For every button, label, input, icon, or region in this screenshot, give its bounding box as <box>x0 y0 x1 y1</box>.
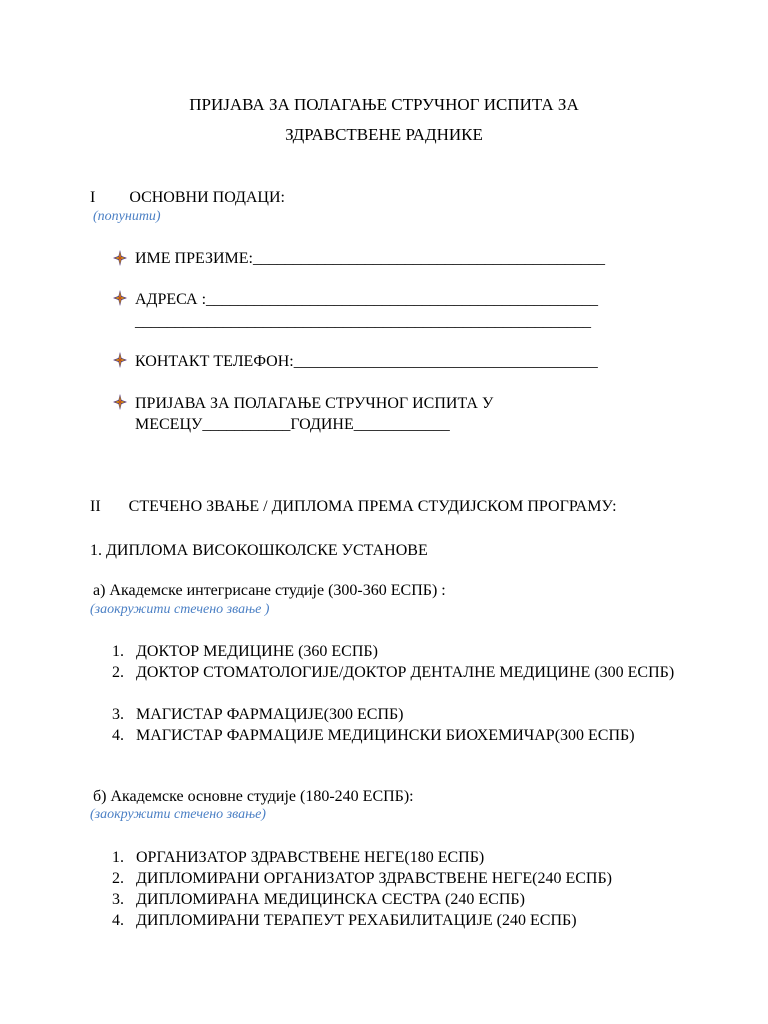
section-1-hint: (попунити) <box>93 209 161 224</box>
exam-month-year-field[interactable]: МЕСЕЦУ___________ГОДИНЕ____________ <box>135 416 450 433</box>
document-title <box>0 90 768 150</box>
name-field[interactable]: ИМЕ ПРЕЗИМЕ:____________________________________________ <box>135 250 605 267</box>
list-item-number: 1. <box>112 643 124 660</box>
group-a-hint: (заокружити стечено звање ) <box>90 602 270 617</box>
list-item-text: МАГИСТАР ФАРМАЦИЈЕ(300 ЕСПБ) <box>136 706 404 723</box>
phone-field[interactable]: КОНТАКТ ТЕЛЕФОН:______________________________________ <box>135 353 598 370</box>
group-b-hint: (заокружити стечено звање) <box>90 807 266 822</box>
four-point-star-bullet-icon <box>113 290 127 306</box>
title-line-1: ПРИЈАВА ЗА ПОЛАГАЊЕ СТРУЧНОГ ИСПИТА ЗА <box>189 95 579 114</box>
diploma-subheading: 1. ДИПЛОМА ВИСОКОШКОЛСКЕ УСТАНОВЕ <box>90 542 428 559</box>
list-item-text: МАГИСТАР ФАРМАЦИЈЕ МЕДИЦИНСКИ БИОХЕМИЧАР(300 ЕСПБ) <box>136 727 635 744</box>
four-point-star-bullet-icon <box>113 394 127 410</box>
title-line-2: ЗДРАВСТВЕНЕ РАДНИКЕ <box>285 125 483 144</box>
section-1-numeral: I <box>90 189 96 206</box>
list-item-number: 2. <box>112 870 124 887</box>
section-2-numeral: II <box>90 498 101 515</box>
list-item-text: ДИПЛОМИРАНИ ТЕРАПЕУТ РЕХАБИЛИТАЦИЈЕ (240 ЕСПБ) <box>136 912 577 929</box>
list-item-number: 1. <box>112 849 124 866</box>
section-1-title: ОСНОВНИ ПОДАЦИ: <box>129 189 285 206</box>
address-field[interactable]: АДРЕСА :_________________________________________________ <box>135 291 599 308</box>
list-item-number: 4. <box>112 727 124 744</box>
list-item-number: 3. <box>112 891 124 908</box>
four-point-star-bullet-icon <box>113 352 127 368</box>
address-field-line-2[interactable]: _________________________________________________________ <box>135 313 591 330</box>
list-item-number: 3. <box>112 706 124 723</box>
list-item-text: ОРГАНИЗАТОР ЗДРАВСТВЕНЕ НЕГЕ(180 ЕСПБ) <box>136 849 485 866</box>
list-item-text: ДОКТОР МЕДИЦИНЕ (360 ЕСПБ) <box>136 643 378 660</box>
list-item-number: 2. <box>112 664 124 681</box>
group-b-label: б) Академске основне студије (180-240 ЕСПБ): <box>93 788 414 805</box>
list-item-text: ДИПЛОМИРАНИ ОРГАНИЗАТОР ЗДРАВСТВЕНЕ НЕГЕ(240 ЕСПБ) <box>136 870 612 887</box>
section-2-heading <box>90 498 617 516</box>
section-1-heading <box>90 189 285 207</box>
four-point-star-bullet-icon <box>113 250 127 266</box>
exam-application-label: ПРИЈАВА ЗА ПОЛАГАЊЕ СТРУЧНОГ ИСПИТА У <box>135 395 494 412</box>
list-item-number: 4. <box>112 912 124 929</box>
list-item-text: ДОКТОР СТОМАТОЛОГИЈЕ/ДОКТОР ДЕНТАЛНЕ МЕДИЦИНЕ (300 ЕСПБ) <box>136 664 675 681</box>
group-a-label: а) Академске интегрисане студије (300-360 ЕСПБ) : <box>93 582 446 599</box>
list-item-text: ДИПЛОМИРАНА МЕДИЦИНСКА СЕСТРА (240 ЕСПБ) <box>136 891 525 908</box>
section-2-title: СТЕЧЕНО ЗВАЊЕ / ДИПЛОМА ПРЕМА СТУДИЈСКОМ ПРОГРАМУ: <box>128 498 617 515</box>
